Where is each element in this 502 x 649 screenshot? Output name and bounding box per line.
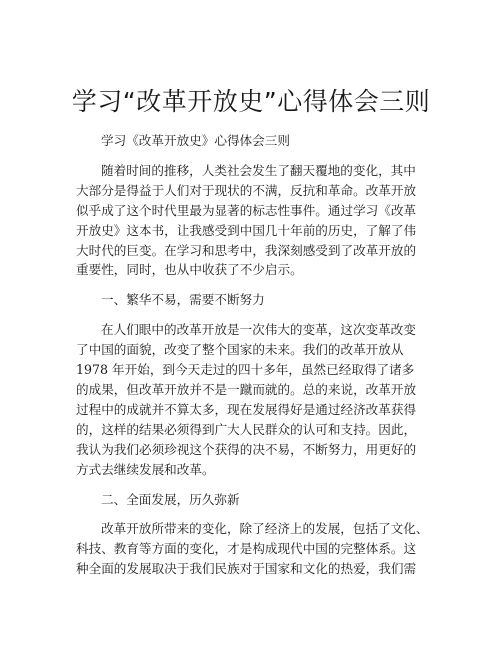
section-heading-1 [101, 290, 435, 310]
paragraph-line: 方式去继续发展和改革。 [76, 461, 215, 477]
paragraph-line: 随着时间的推移，人类社会发生了翻天覆地的变化，其中 [101, 162, 416, 178]
subtitle-line: 学习《改革开放史》心得体会三则 [101, 133, 290, 148]
paragraph-line: 在人们眼中的改革开放是一次伟大的变革，这次变革改变 [101, 322, 416, 338]
paragraph-line: 了中国的面貌，改变了整个国家的未来。我们的改革开放从 [76, 342, 404, 358]
paragraph-line: 大部分是得益于人们对于现状的不满，反抗和革命。改革开放 [76, 182, 417, 198]
section-2-paragraph [76, 519, 435, 579]
document-title: 学习“改革开放史”心得体会三则 [71, 87, 431, 116]
intro-paragraph [76, 161, 435, 280]
paragraph-line: 改革开放所带来的变化，除了经济上的发展，包括了文化、 [101, 521, 429, 537]
paragraph-line: 种全面的发展取决于我们民族对于国家和文化的热爱，我们需 [76, 561, 417, 577]
section-heading-line: 一、繁华不易，需要不断努力 [101, 292, 265, 308]
section-1-paragraph [76, 320, 435, 479]
document-body [76, 131, 435, 589]
paragraph-line: 1978 年开始，到今天走过的四十多年，虽然已经取得了诸多 [76, 362, 415, 378]
section-heading-line: 二、全面发展，历久弥新 [101, 491, 240, 507]
paragraph-line: 过程中的成就并不算太多，现在发展得好是通过经济改革获得 [76, 401, 417, 417]
paragraph-line: 大时代的巨变。在学习和思考中，我深刻感受到了改革开放的 [76, 242, 417, 258]
paragraph-line: 似乎成了这个时代里最为显著的标志性事件。通过学习《改革 [76, 202, 417, 218]
paragraph-line: 的成果，但改革开放并不是一蹴而就的。总的来说，改革开放 [76, 381, 417, 397]
subtitle-paragraph [101, 131, 435, 151]
section-heading-2 [101, 490, 435, 510]
paragraph-line: 科技、教育等方面的变化，才是构成现代中国的完整体系。这 [76, 541, 417, 557]
paragraph-line: 我认为我们必须珍视这个获得的决不易，不断努力，用更好的 [76, 441, 417, 457]
paragraph-line: 的，这样的结果必须得到广大人民群众的认可和支持。因此， [76, 421, 417, 437]
paragraph-line: 重要性，同时，也从中收获了不少启示。 [76, 262, 303, 278]
paragraph-line: 开放史》这本书，让我感受到中国几十年前的历史，了解了伟 [76, 222, 417, 238]
